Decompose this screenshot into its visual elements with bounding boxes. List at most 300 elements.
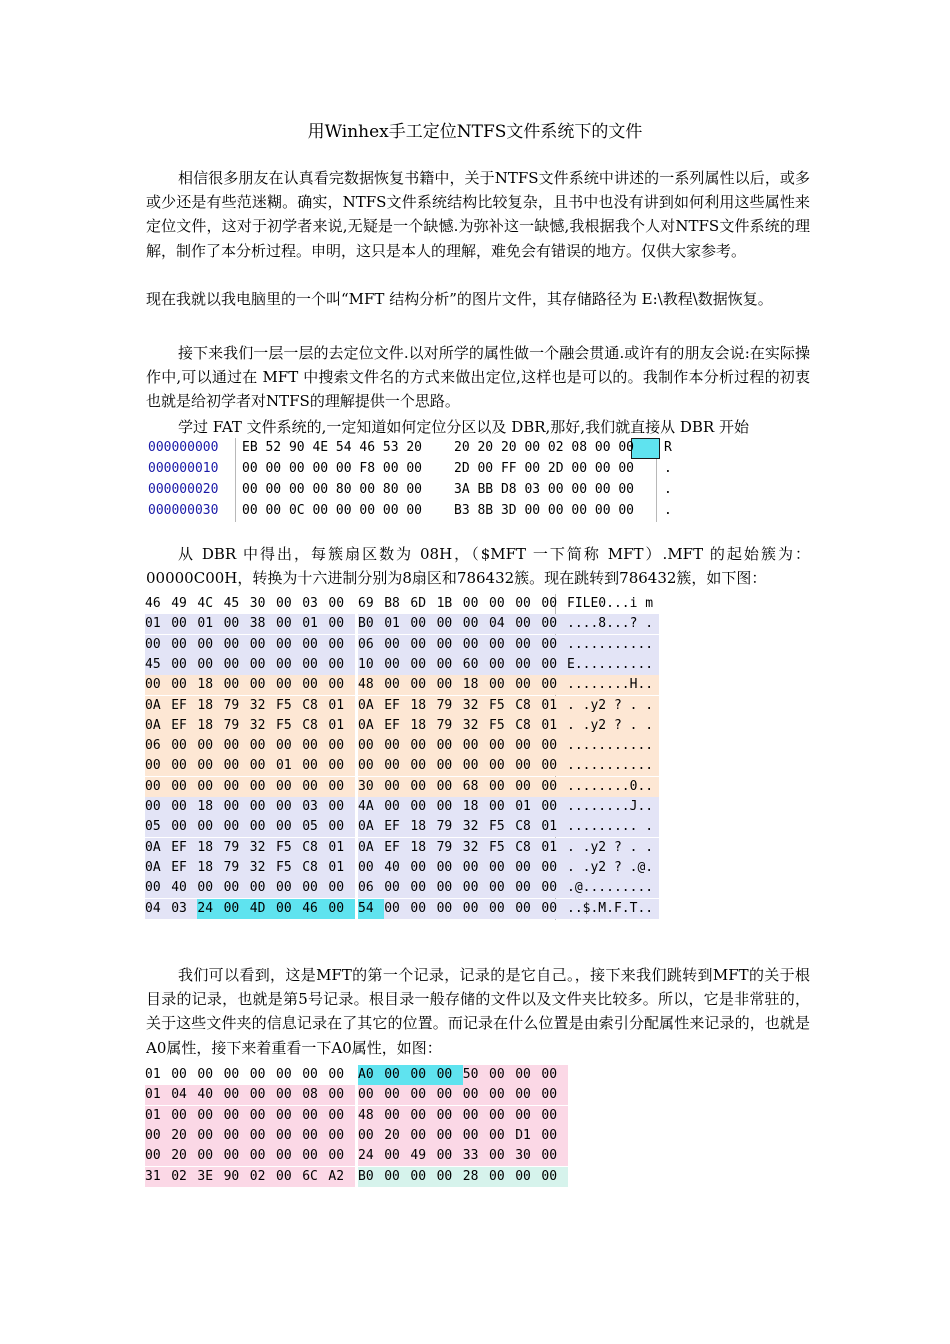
hex-byte: 00 [437, 1167, 463, 1187]
hex-ascii: . .y2 ? .@. [567, 858, 659, 878]
hex-byte: 00 [358, 756, 384, 776]
hex-byte: 00 [437, 614, 463, 634]
hex-byte: 03 [302, 797, 328, 817]
hex-byte: 24 [358, 1146, 384, 1166]
hex-byte: 00 [410, 1167, 436, 1187]
hex-byte: 00 [197, 777, 223, 797]
hex-byte: 00 [515, 1085, 541, 1105]
hex-byte: 00 [384, 777, 410, 797]
hex-byte: 00 [145, 1146, 171, 1166]
hex-byte: 00 [410, 878, 436, 898]
hex-byte: 00 [276, 736, 302, 756]
hex-byte: 01 [328, 716, 354, 736]
hex-byte: 18 [410, 716, 436, 736]
hex-byte: 00 [302, 756, 328, 776]
hex-ascii: ........J.. [567, 797, 659, 817]
hex-byte: 00 [384, 675, 410, 695]
hex-byte: 00 [489, 635, 515, 655]
hex-byte: 00 [328, 596, 345, 611]
hex-byte: 00 [541, 635, 567, 655]
hex-byte: 18 [197, 716, 223, 736]
hex-byte: 00 [197, 1126, 223, 1146]
hex-byte: 0A [145, 716, 171, 736]
hex-byte: 00 [515, 858, 541, 878]
hex-byte: 00 [410, 756, 436, 776]
hex-byte: 03 [171, 899, 197, 919]
hex-ascii: . .y2 ? . . [567, 716, 659, 736]
hex-byte: 00 [358, 858, 384, 878]
hex-ascii: .@......... [567, 878, 659, 898]
hex-byte: F5 [489, 838, 515, 858]
hex-byte: EF [171, 716, 197, 736]
hex-byte: 00 [410, 797, 436, 817]
hex-byte: 00 [515, 1106, 541, 1126]
hex-byte: 00 [437, 655, 463, 675]
hex-byte: 00 [541, 1126, 567, 1146]
paragraph-dbr-intro: 学过 FAT 文件系统的,一定知道如何定位分区以及 DBR,那好,我们就直接从 DBR 开始 [178, 418, 749, 436]
hex-byte: 00 [489, 1167, 515, 1187]
hex-byte: 00 [515, 777, 541, 797]
hex-byte: 24 [197, 899, 223, 919]
hex-byte: 0A [358, 716, 384, 736]
hex-byte: 00 [250, 655, 276, 675]
hex-byte: 00 [463, 878, 489, 898]
hex-byte: 00 [328, 635, 354, 655]
hex-byte: 00 [410, 635, 436, 655]
hex-byte: 03 [302, 596, 318, 611]
hex-byte: 33 [463, 1146, 489, 1166]
hex-byte: 00 [541, 614, 567, 634]
hex-byte: 30 [515, 1146, 541, 1166]
hex-byte: 00 [463, 1085, 489, 1105]
hex-byte: 00 [384, 1167, 410, 1187]
hex-byte: 00 [145, 756, 171, 776]
hex-byte: 00 [489, 756, 515, 776]
hex-byte: 40 [384, 858, 410, 878]
hex-byte: 18 [197, 675, 223, 695]
hex-byte: 00 [437, 756, 463, 776]
hex-byte: 00 [276, 817, 302, 837]
hex-byte: 00 [224, 1106, 250, 1126]
hex-byte: 00 [250, 817, 276, 837]
hex-byte: 00 [224, 817, 250, 837]
paragraph-intro: 相信很多朋友在认真看完数据恢复书籍中，关于NTFS文件系统中讲述的一系列属性以后，或多或少还是有些范迷糊。确实，NTFS文件系统结构比较复杂，且书中也没有讲到如何利用这些属性来定位文件，这对于初学者来说,无疑是一个缺憾.为弥补这一缺憾,我根据我个人对NTFS文件系统的理解，制作了本分析过程。申明，这只是本人的理解，难免会有错误的地方。仅供大家参考。 [146, 169, 810, 260]
hex-byte: F5 [276, 716, 302, 736]
hex-byte: 6D [410, 596, 427, 611]
hex-byte: 20 [171, 1146, 197, 1166]
hex-byte: 00 [328, 817, 354, 837]
hex-byte: EF [171, 838, 197, 858]
hex-byte: C8 [515, 817, 541, 837]
hex-byte: 06 [358, 878, 384, 898]
hex-byte: 00 [250, 777, 276, 797]
hex-byte: 00 [171, 635, 197, 655]
hex-byte: 00 [515, 596, 531, 611]
hex-byte: 00 [384, 736, 410, 756]
hex-byte: 00 [197, 878, 223, 898]
paragraph-root-directory: 我们可以看到，这是MFT的第一个记录，记录的是它自己。，接下来我们跳转到MFT的关于根目录的记录，也就是第5号记录。根目录一般存储的文件以及文件夹比较多。所以，它是非常驻的，关于这些文件夹的信息记录在了其它的位置。而记录在什么位置是由索引分配属性来记录的，也就是A0属性，接下来着重看一下A0属性，如图： [146, 966, 810, 1057]
hex-byte: 00 [489, 777, 515, 797]
hex-byte: EF [171, 696, 197, 716]
hex-byte: 00 [276, 777, 302, 797]
hex-byte: 00 [224, 1085, 250, 1105]
hex-byte: 00 [223, 1067, 240, 1082]
hex-byte: 00 [541, 858, 567, 878]
hex-dump-a0-attribute [145, 1065, 557, 1189]
hex-byte: 05 [302, 817, 328, 837]
hex-byte: 00 [410, 675, 436, 695]
hex-byte: 30 [249, 596, 266, 611]
hex-byte: B8 [384, 596, 400, 611]
hex-byte: 01 [145, 1085, 171, 1105]
hex-byte: 00 [276, 635, 302, 655]
hex-byte: 00 [250, 1146, 276, 1166]
hex-byte: 00 [541, 1146, 567, 1166]
hex-byte: 00 [276, 1126, 302, 1146]
hex-byte: 90 [224, 1167, 250, 1187]
hex-ascii: ........... [567, 635, 659, 655]
hex-byte: 00 [250, 756, 276, 776]
hex-byte: 00 [276, 797, 302, 817]
hex-byte: 54 [358, 899, 384, 919]
hex-byte: 00 [328, 1106, 354, 1126]
hex-byte: 00 [358, 736, 384, 756]
hex-byte: F5 [489, 817, 515, 837]
hex-byte: B0 [358, 614, 384, 634]
hex-byte: 00 [328, 878, 354, 898]
hex-byte: 02 [250, 1167, 276, 1187]
hex-byte: 00 [224, 614, 250, 634]
hex-row: 000000020 00 00 00 00 80 00 80 00 3A BB D8 03 00 00 00 00 . [148, 482, 672, 497]
hex-byte: 00 [224, 756, 250, 776]
hex-byte: 00 [171, 675, 197, 695]
hex-row: 000000000 EB 52 90 4E 54 46 53 20 20 20 20 00 02 08 00 00 R [148, 440, 672, 455]
hex-byte: 01 [541, 716, 567, 736]
hex-byte: 00 [463, 899, 489, 919]
hex-byte: F5 [276, 858, 302, 878]
hex-byte: 32 [463, 696, 489, 716]
hex-byte: 00 [489, 797, 515, 817]
hex-byte: 00 [197, 635, 223, 655]
hex-byte: 00 [302, 1106, 328, 1126]
hex-byte: 00 [302, 736, 328, 756]
hex-byte: 00 [145, 878, 171, 898]
hex-byte: 3E [197, 1167, 223, 1187]
hex-byte: 00 [489, 1106, 515, 1126]
hex-byte: 79 [437, 696, 463, 716]
hex-byte: 00 [328, 614, 354, 634]
paragraph-approach: 接下来我们一层一层的去定位文件.以对所学的属性做一个融会贯通.或许有的朋友会说:在实际操作中,可以通过在 MFT 中搜索文件名的方式来做出定位,这样也是可以的。我制作本分析过程的初衷也就是给初学者对NTFS的理解提供一个思路。 [146, 344, 810, 411]
hex-byte: 00 [276, 1146, 302, 1166]
hex-byte: 00 [276, 1067, 292, 1082]
cursor-highlight [631, 438, 660, 459]
hex-byte: 00 [145, 1126, 171, 1146]
hex-byte: 00 [489, 736, 515, 756]
hex-byte: 50 [463, 1065, 489, 1085]
hex-byte: 00 [541, 756, 567, 776]
hex-byte: 00 [328, 1146, 354, 1166]
hex-byte: 00 [224, 635, 250, 655]
hex-byte: 00 [197, 736, 223, 756]
hex-byte: 00 [171, 655, 197, 675]
hex-byte: 00 [250, 1126, 276, 1146]
hex-byte: 04 [489, 614, 515, 634]
hex-byte: 00 [276, 1106, 302, 1126]
hex-byte: 00 [489, 899, 515, 919]
hex-byte: 00 [515, 655, 541, 675]
hex-byte: 00 [410, 736, 436, 756]
hex-ascii: ........... [567, 736, 659, 756]
hex-dump-dbr [146, 438, 686, 522]
hex-byte: 00 [250, 635, 276, 655]
hex-byte: 18 [463, 797, 489, 817]
hex-byte: 00 [302, 878, 328, 898]
hex-ascii: FILE0...i m [567, 596, 654, 611]
hex-row: 000000030 00 00 0C 00 00 00 00 00 B3 8B 3D 00 00 00 00 00 . [148, 503, 672, 518]
hex-byte: 00 [489, 596, 505, 611]
hex-byte: 00 [463, 858, 489, 878]
hex-byte: 01 [541, 696, 567, 716]
hex-byte: EF [384, 696, 410, 716]
hex-byte: 00 [384, 635, 410, 655]
hex-byte: 00 [462, 596, 479, 611]
hex-byte: 46 [145, 596, 161, 611]
hex-byte: C8 [515, 838, 541, 858]
hex-byte: 00 [541, 1065, 567, 1085]
hex-byte: 00 [541, 878, 567, 898]
hex-byte: 06 [145, 736, 171, 756]
hex-byte: 00 [145, 675, 171, 695]
hex-byte: 49 [171, 596, 187, 611]
hex-byte: 00 [515, 1167, 541, 1187]
hex-byte: 00 [224, 797, 250, 817]
hex-byte: 00 [410, 1065, 436, 1085]
hex-byte: 00 [541, 1085, 567, 1105]
hex-byte: 00 [384, 1065, 410, 1085]
hex-byte: 00 [437, 1146, 463, 1166]
hex-byte: 00 [250, 675, 276, 695]
hex-byte: 00 [437, 635, 463, 655]
hex-byte: 60 [463, 655, 489, 675]
hex-byte: 06 [358, 635, 384, 655]
hex-byte: 00 [515, 635, 541, 655]
hex-byte: 00 [302, 635, 328, 655]
hex-byte: F5 [489, 716, 515, 736]
hex-byte: 00 [250, 1106, 276, 1126]
hex-byte: 0A [145, 696, 171, 716]
hex-byte: A0 [358, 1065, 384, 1085]
hex-byte: 00 [171, 797, 197, 817]
hex-byte: 30 [358, 777, 384, 797]
hex-byte: 00 [541, 797, 567, 817]
hex-byte: 01 [541, 838, 567, 858]
hex-byte: C8 [515, 696, 541, 716]
hex-byte: 32 [250, 858, 276, 878]
hex-byte: 00 [489, 1085, 515, 1105]
hex-byte: B0 [358, 1167, 384, 1187]
hex-byte: 01 [276, 756, 302, 776]
hex-byte: 00 [276, 655, 302, 675]
hex-byte: 00 [302, 675, 328, 695]
hex-byte: 00 [302, 1146, 328, 1166]
hex-byte: 79 [224, 858, 250, 878]
hex-byte: 0A [358, 696, 384, 716]
hex-byte: 00 [224, 1146, 250, 1166]
hex-byte: 79 [224, 716, 250, 736]
hex-byte: A2 [328, 1167, 354, 1187]
hex-byte: 00 [515, 736, 541, 756]
hex-dump-mft-record [145, 594, 665, 920]
hex-byte: 00 [328, 675, 354, 695]
hex-byte: 32 [463, 817, 489, 837]
hex-byte: 69 [358, 596, 374, 611]
hex-byte: 18 [197, 858, 223, 878]
hex-byte: 00 [541, 1106, 567, 1126]
hex-byte: 0A [145, 858, 171, 878]
hex-byte: 00 [541, 899, 567, 919]
hex-byte: 00 [515, 899, 541, 919]
hex-byte: 00 [224, 1126, 250, 1146]
hex-byte: 00 [410, 1085, 436, 1105]
hex-byte: 00 [171, 817, 197, 837]
hex-byte: 00 [463, 614, 489, 634]
hex-byte: 00 [328, 655, 354, 675]
hex-byte: 00 [171, 1106, 197, 1126]
hex-byte: 00 [276, 1085, 302, 1105]
hex-byte: 20 [171, 1126, 197, 1146]
hex-byte: 00 [171, 614, 197, 634]
hex-byte: 04 [145, 899, 171, 919]
hex-byte: F5 [489, 696, 515, 716]
hex-byte: 00 [384, 878, 410, 898]
hex-byte: 01 [328, 838, 354, 858]
hex-byte: 00 [358, 1085, 384, 1105]
hex-byte: 00 [410, 1126, 436, 1146]
hex-byte: 00 [171, 736, 197, 756]
hex-byte: 45 [223, 596, 240, 611]
hex-byte: 00 [197, 655, 223, 675]
hex-byte: 01 [145, 1067, 161, 1082]
hex-byte: 00 [145, 777, 171, 797]
hex-byte: 4C [197, 596, 214, 611]
hex-byte: 45 [145, 655, 171, 675]
hex-byte: F5 [276, 696, 302, 716]
hex-byte: 18 [410, 838, 436, 858]
hex-byte: 00 [541, 596, 558, 611]
hex-byte: 00 [463, 756, 489, 776]
hex-byte: 18 [197, 696, 223, 716]
hex-byte: 00 [437, 777, 463, 797]
hex-byte: 00 [197, 1067, 214, 1082]
hex-byte: 00 [328, 756, 354, 776]
hex-byte: 46 [302, 899, 328, 919]
hex-byte: 00 [463, 1126, 489, 1146]
hex-byte: 00 [250, 736, 276, 756]
hex-byte: 00 [384, 1106, 410, 1126]
hex-byte: 00 [410, 777, 436, 797]
hex-byte: D1 [515, 1126, 541, 1146]
hex-byte: 49 [410, 1146, 436, 1166]
hex-byte: 00 [410, 899, 436, 919]
hex-byte: 0A [145, 838, 171, 858]
hex-byte: 02 [171, 1167, 197, 1187]
hex-byte: 40 [171, 878, 197, 898]
hex-byte: 00 [437, 797, 463, 817]
hex-byte: 00 [197, 756, 223, 776]
hex-byte: 00 [302, 1126, 328, 1146]
hex-byte: 18 [463, 675, 489, 695]
hex-byte: 01 [145, 1106, 171, 1126]
hex-byte: 00 [224, 878, 250, 898]
hex-byte: 00 [276, 878, 302, 898]
hex-byte: 00 [515, 675, 541, 695]
hex-byte: 32 [250, 716, 276, 736]
hex-byte: 00 [437, 675, 463, 695]
hex-byte: 4A [358, 797, 384, 817]
hex-byte: 00 [250, 797, 276, 817]
hex-byte: 00 [302, 655, 328, 675]
hex-byte: 68 [463, 777, 489, 797]
hex-byte: 00 [328, 1126, 354, 1146]
hex-byte: 00 [437, 1085, 463, 1105]
hex-byte: 00 [145, 797, 171, 817]
hex-byte: 00 [328, 777, 354, 797]
hex-byte: 00 [541, 675, 567, 695]
hex-byte: 48 [358, 675, 384, 695]
hex-byte: 18 [197, 797, 223, 817]
hex-byte: 00 [171, 777, 197, 797]
hex-byte: 4D [250, 899, 276, 919]
hex-byte: EF [171, 858, 197, 878]
hex-byte: 01 [145, 614, 171, 634]
hex-byte: 04 [171, 1085, 197, 1105]
hex-byte: 00 [489, 1146, 515, 1166]
hex-byte: 00 [328, 1085, 354, 1105]
hex-byte: C8 [515, 716, 541, 736]
paragraph-mft-location: 从 DBR 中得出，每簇扇区数为 08H，（$MFT 一下简称 MFT）.MFT 的起始簇为：00000C00H，转换为十六进制分别为8扇区和786432簇。现在跳转到786432簇，如下图： [146, 545, 810, 588]
hex-ascii: E.......... [567, 655, 659, 675]
hex-byte: 00 [197, 1106, 223, 1126]
hex-byte: 20 [384, 1126, 410, 1146]
hex-byte: 00 [437, 1106, 463, 1126]
hex-separator [235, 438, 236, 522]
hex-byte: 08 [302, 1085, 328, 1105]
hex-byte: 00 [250, 878, 276, 898]
hex-byte: 79 [437, 817, 463, 837]
document-title: 用Winhex手工定位NTFS文件系统下的文件 [307, 122, 643, 142]
hex-byte: 00 [410, 655, 436, 675]
hex-byte: EF [384, 817, 410, 837]
hex-byte: EF [384, 838, 410, 858]
hex-byte: F5 [276, 838, 302, 858]
hex-byte: 00 [489, 655, 515, 675]
hex-byte: 01 [197, 614, 223, 634]
hex-byte: 00 [384, 797, 410, 817]
hex-byte: 00 [384, 655, 410, 675]
hex-ascii: ......... . [567, 817, 659, 837]
hex-byte: 00 [384, 1146, 410, 1166]
hex-byte: 00 [463, 736, 489, 756]
hex-byte: 00 [541, 736, 567, 756]
hex-byte: 00 [437, 736, 463, 756]
hex-byte: 00 [358, 1126, 384, 1146]
hex-byte: 10 [358, 655, 384, 675]
hex-byte: 01 [328, 696, 354, 716]
hex-byte: 00 [410, 1106, 436, 1126]
hex-byte: 00 [489, 878, 515, 898]
hex-byte: 48 [358, 1106, 384, 1126]
hex-byte: 00 [437, 1126, 463, 1146]
